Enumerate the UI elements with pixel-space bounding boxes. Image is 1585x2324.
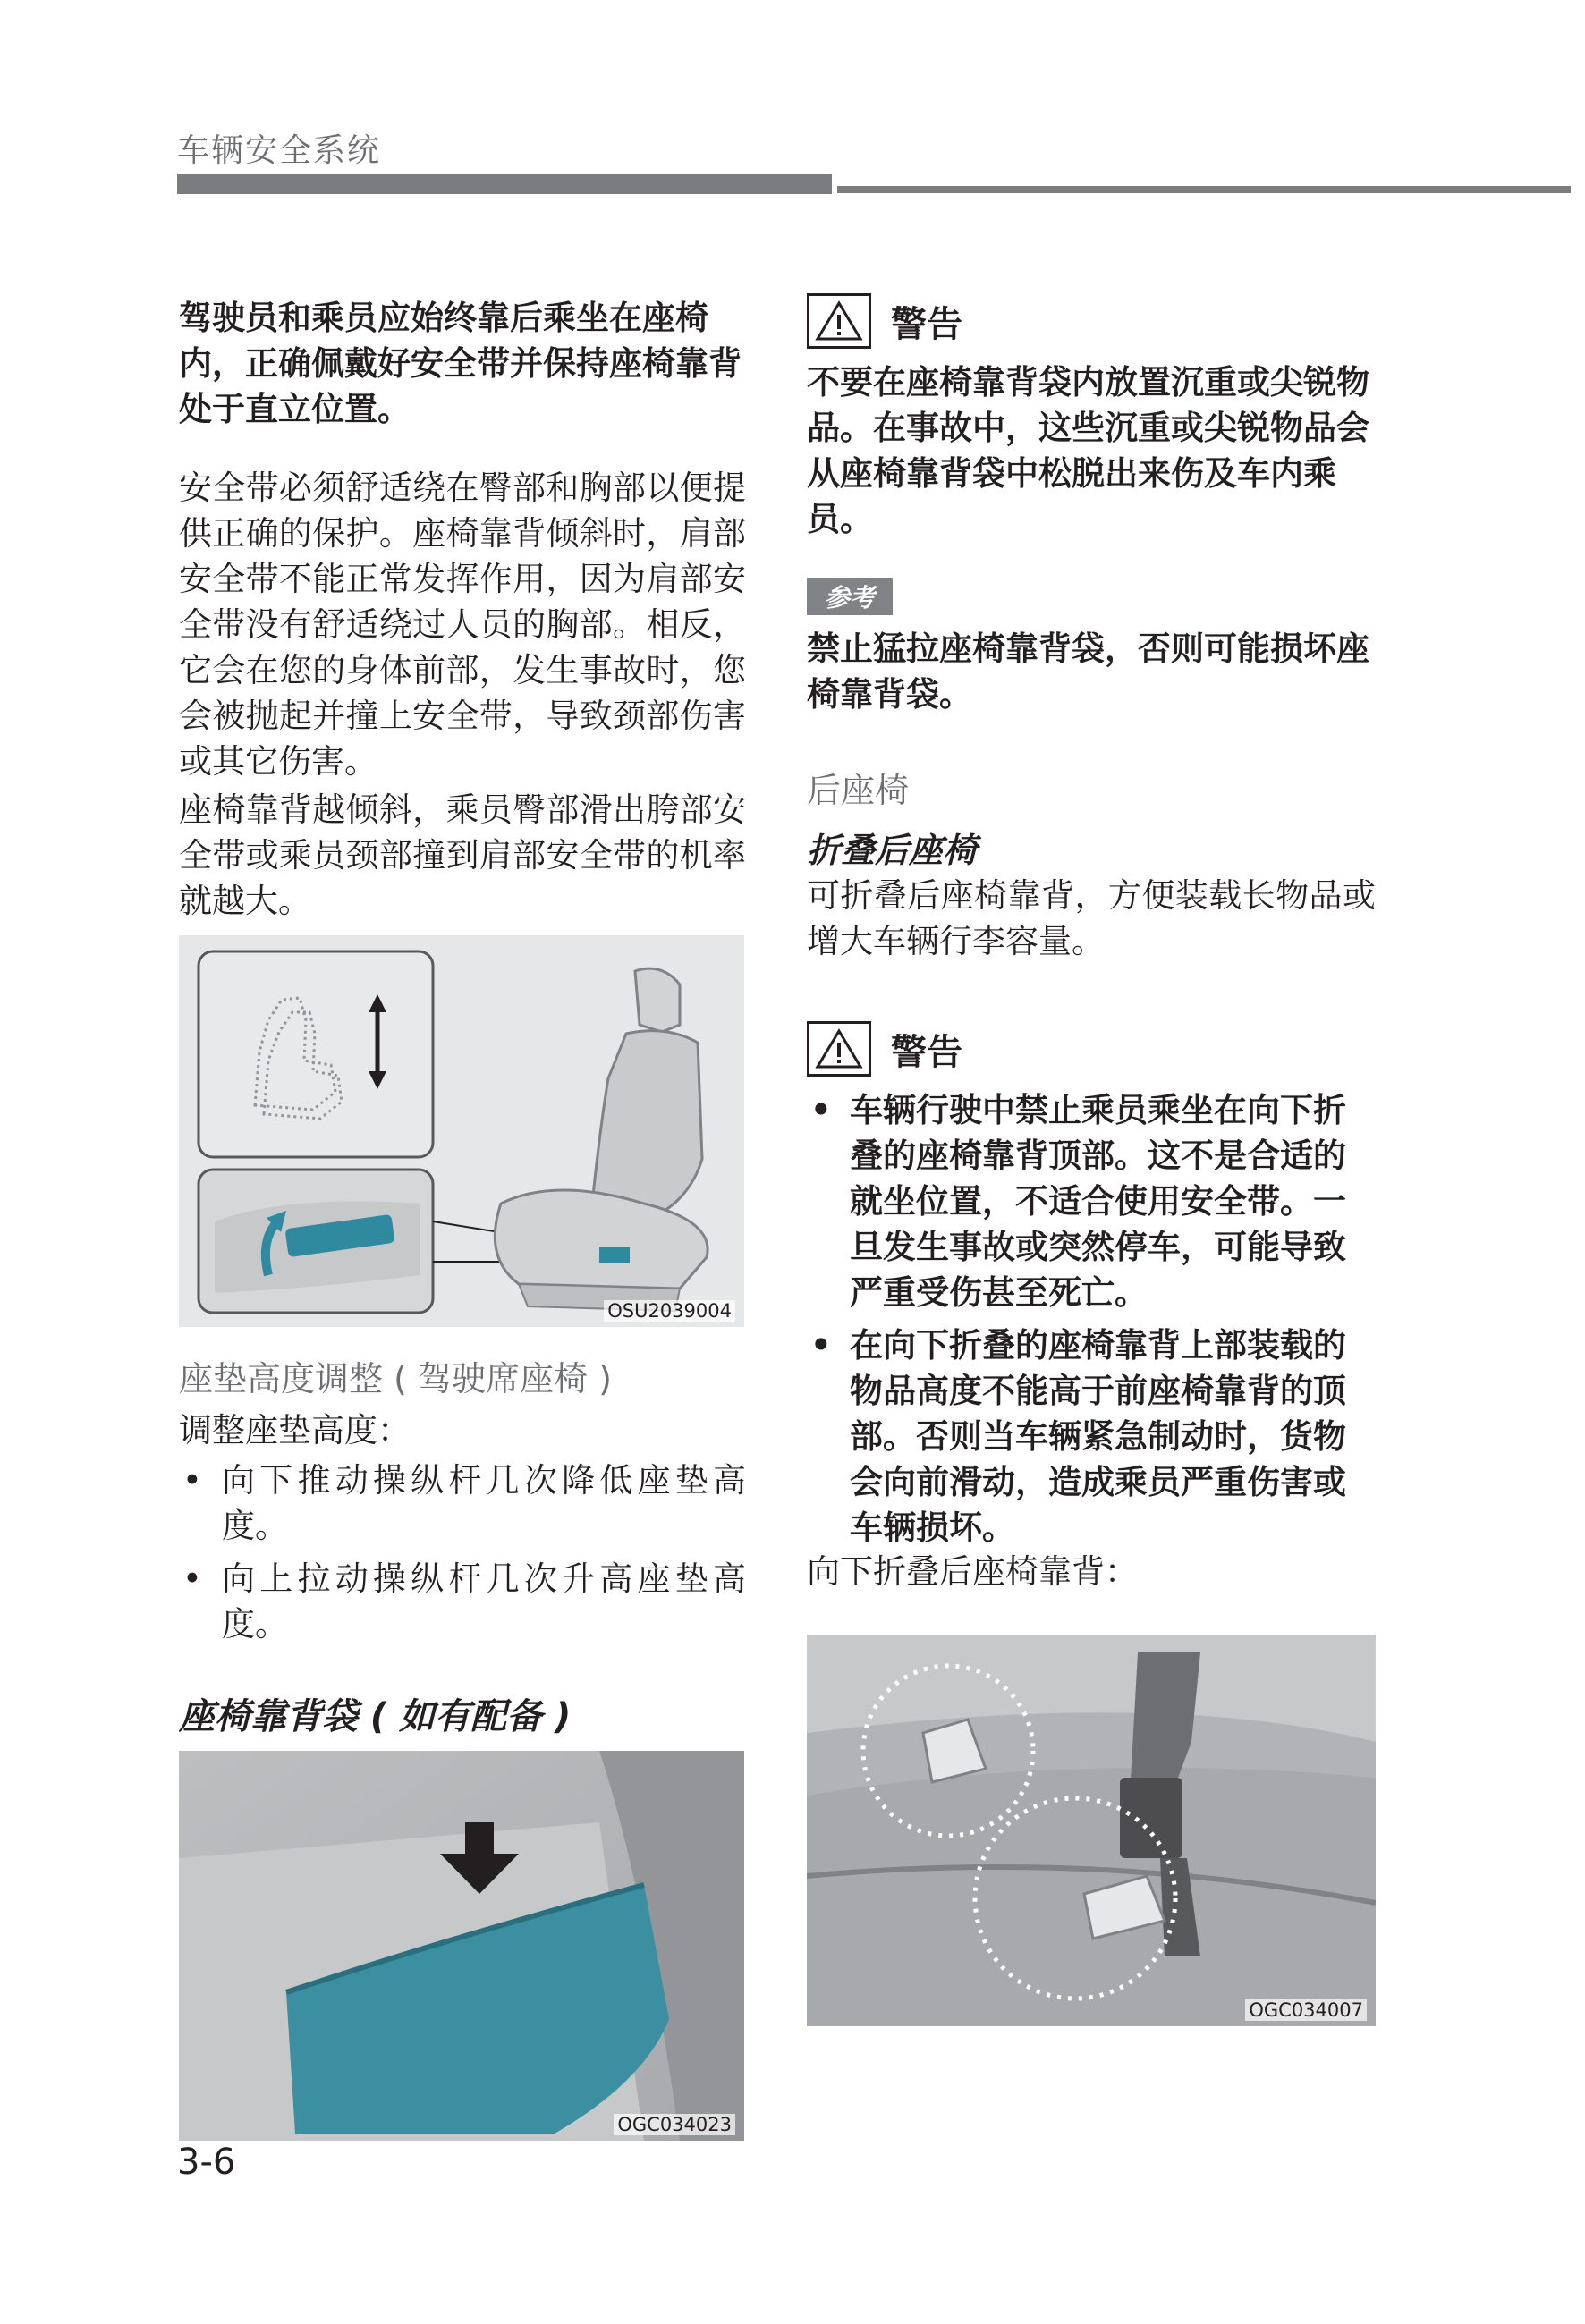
seat-height-illustration — [179, 935, 744, 1327]
list-item: • 向下推动操纵杆几次降低座垫高度。 — [179, 1458, 746, 1549]
recline-risk-paragraph: 座椅靠背越倾斜，乘员臀部滑出胯部安全带或乘员颈部撞到肩部安全带的机率就越大。 — [179, 790, 746, 920]
seat-height-figure — [179, 935, 744, 1327]
figure-code: OGC034023 — [614, 2114, 735, 2135]
seatback-pocket-illustration — [179, 1751, 744, 2141]
header-rule-thin — [837, 186, 1571, 193]
fold-rear-seat-text: 可折叠后座椅靠背，方便装载长物品或增大车辆行李容量。 — [807, 876, 1376, 960]
warning-label: 警告 — [891, 1031, 962, 1073]
cushion-height-steps — [179, 1458, 746, 1654]
reference-label: 参考 — [807, 578, 893, 615]
list-item: • 在向下折叠的座椅靠背上部装载的物品高度不能高于前座椅靠背的顶部。否则当车辆紧急制动时，货物会向前滑动，造成乘员严重伤害或车辆损坏。 — [807, 1323, 1376, 1551]
list-item: • 向上拉动操纵杆几次升高座垫高度。 — [179, 1556, 746, 1647]
warning-box-1 — [807, 292, 1376, 351]
fold-steps-intro: 向下折叠后座椅靠背： — [807, 1552, 1138, 1591]
rear-seat-title: 后座椅 — [807, 771, 910, 810]
fold-rear-seat-title: 折叠后座椅 — [807, 831, 978, 870]
page-number: 3-6 — [177, 2142, 236, 2183]
warning-label: 警告 — [891, 303, 962, 345]
rear-seat-fold-figure — [807, 1635, 1376, 2026]
warning-header — [807, 292, 1376, 351]
seating-posture-notice: 驾驶员和乘员应始终靠后乘坐在座椅内，正确佩戴好安全带并保持座椅靠背处于直立位置。 — [179, 299, 742, 428]
warning-triangle-icon — [807, 293, 871, 349]
seatback-pocket-figure — [179, 1751, 744, 2141]
warning-box-2 — [807, 1019, 1376, 1078]
list-item: • 车辆行驶中禁止乘员乘坐在向下折叠的座椅靠背顶部。这不是合适的就坐位置，不适合使用安全带。一旦发生事故或突然停车，可能导致严重受伤甚至死亡。 — [807, 1087, 1376, 1315]
rear-seat-fold-illustration — [807, 1635, 1376, 2026]
figure-code: OSU2039004 — [604, 1300, 735, 1322]
warning-2-list — [807, 1087, 1376, 1558]
warning-header — [807, 1019, 1376, 1078]
cushion-height-title: 座垫高度调整 ( 驾驶席座椅 ) — [179, 1359, 612, 1399]
seatbelt-paragraph: 安全带必须舒适绕在臀部和胸部以便提供正确的保护。座椅靠背倾斜时，肩部安全带不能正常发挥作用，因为肩部安全带没有舒适绕过人员的胸部。相反，它会在您的身体前部，发生事故时，您会被抛起并撞上安全带，导致颈部伤害或其它伤害。 — [179, 469, 746, 781]
figure-code: OGC034007 — [1245, 1999, 1367, 2021]
reference-text: 禁止猛拉座椅靠背袋，否则可能损坏座椅靠背袋。 — [807, 630, 1369, 714]
warning-triangle-icon — [807, 1021, 871, 1077]
seatback-pocket-title: 座椅靠背袋 ( 如有配备 ) — [179, 1696, 572, 1737]
reference-tag — [807, 578, 893, 615]
warning-1-text: 不要在座椅靠背袋内放置沉重或尖锐物品。在事故中，这些沉重或尖锐物品会从座椅靠背袋中松脱出来伤及车内乘员。 — [807, 363, 1369, 538]
running-header-title: 车辆安全系统 — [177, 132, 382, 169]
header-rule-thick — [177, 174, 832, 194]
cushion-height-intro: 调整座垫高度： — [179, 1411, 411, 1449]
